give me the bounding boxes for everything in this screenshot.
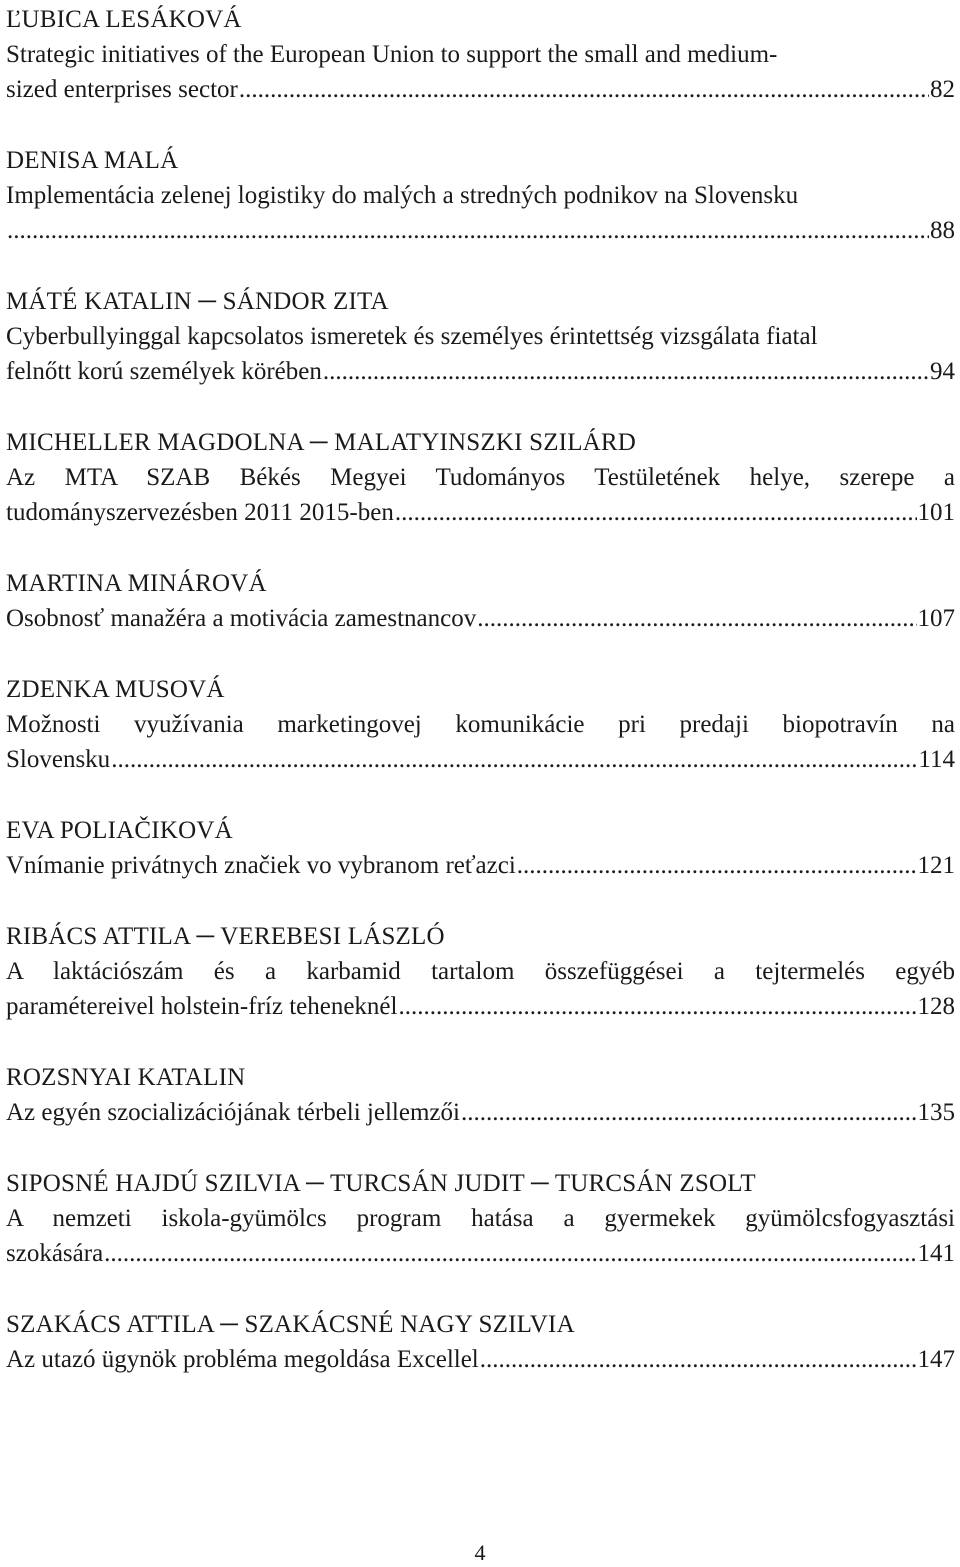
- toc-entry: [6, 919, 955, 1024]
- leader-dots: [395, 495, 917, 530]
- entry-leader-line: [6, 1236, 955, 1271]
- entry-author: ROZSNYAI KATALIN: [6, 1064, 246, 1091]
- toc-entry: [6, 1307, 955, 1377]
- entry-page-number: 107: [917, 605, 955, 632]
- toc-entry: [6, 284, 955, 389]
- entry-leader-line: [6, 1095, 955, 1130]
- page-number: 4: [474, 1540, 486, 1565]
- entry-author: SZAKÁCS ATTILA ─ SZAKÁCSNÉ NAGY SZILVIA: [6, 1311, 575, 1338]
- entry-leader-line: [6, 601, 955, 636]
- toc-entry: [6, 1166, 955, 1271]
- entry-page-number: 82: [930, 76, 955, 103]
- leader-dots: [104, 1236, 916, 1271]
- toc-entry: [6, 672, 955, 777]
- entry-page-number: 94: [930, 358, 955, 385]
- entry-author: MARTINA MINÁROVÁ: [6, 570, 267, 597]
- toc-entry: [6, 2, 955, 107]
- leader-dots: [398, 989, 916, 1024]
- leader-dots: [111, 742, 917, 777]
- entry-author: MÁTÉ KATALIN ─ SÁNDOR ZITA: [6, 288, 389, 315]
- entry-title-last-line: Az egyén szocializációjának térbeli jellemzői: [6, 1099, 460, 1126]
- leader-dots: [517, 848, 917, 883]
- entry-title-line: Az MTA SZAB Békés Megyei Tudományos Testületének helye, szerepe a: [6, 464, 955, 491]
- entry-author: EVA POLIAČIKOVÁ: [6, 817, 233, 844]
- entry-author: ZDENKA MUSOVÁ: [6, 676, 225, 703]
- leader-dots: [461, 1095, 917, 1130]
- entry-title-line: Strategic initiatives of the European Union to support the small and medium-: [6, 41, 778, 68]
- entry-title-last-line: Osobnosť manažéra a motivácia zamestnancov: [6, 605, 477, 632]
- entry-page-number: 114: [918, 746, 955, 773]
- entry-author: RIBÁCS ATTILA ─ VEREBESI LÁSZLÓ: [6, 923, 445, 950]
- entry-title-line: A nemzeti iskola-gyümölcs program hatása a gyermekek gyümölcsfogyasztási: [6, 1205, 955, 1232]
- entry-title-last-line: sized enterprises sector: [6, 76, 238, 103]
- entry-title-line: Implementácia zelenej logistiky do malých a stredných podnikov na Slovensku: [6, 182, 799, 209]
- toc-entry: [6, 566, 955, 636]
- entry-leader-line: [6, 495, 955, 530]
- entry-title-last-line: Az utazó ügynök probléma megoldása Excellel: [6, 1346, 479, 1373]
- toc-entry: [6, 813, 955, 883]
- entry-leader-line: [6, 1342, 955, 1377]
- entry-title-last-line: Vnímanie privátnych značiek vo vybranom reťazci: [6, 852, 516, 879]
- entry-title-last-line: tudományszervezésben 2011 2015-ben: [6, 499, 394, 526]
- entry-page-number: 128: [917, 993, 955, 1020]
- entry-title-line: Možnosti využívania marketingovej komunikácie pri predaji biopotravín na: [6, 711, 955, 738]
- entry-author: MICHELLER MAGDOLNA ─ MALATYINSZKI SZILÁRD: [6, 429, 637, 456]
- entry-leader-line: [6, 989, 955, 1024]
- leader-dots: [7, 213, 929, 248]
- entry-leader-line: [6, 72, 955, 107]
- entry-page-number: 135: [917, 1099, 955, 1126]
- entry-title-line: Cyberbullyinggal kapcsolatos ismeretek és személyes érintettség vizsgálata fiatal: [6, 323, 818, 350]
- toc-entry: [6, 143, 955, 248]
- entry-leader-line: [6, 354, 955, 389]
- entry-leader-line: [6, 213, 955, 248]
- leader-dots: [239, 72, 929, 107]
- entry-page-number: 121: [917, 852, 955, 879]
- leader-dots: [323, 354, 929, 389]
- entry-title-last-line: paramétereivel holstein-fríz teheneknél: [6, 993, 398, 1020]
- entry-title-last-line: szokására: [6, 1240, 104, 1267]
- entry-page-number: 101: [917, 499, 955, 526]
- entry-author: SIPOSNÉ HAJDÚ SZILVIA ─ TURCSÁN JUDIT ─ TURCSÁN ZSOLT: [6, 1170, 756, 1197]
- entry-author: ĽUBICA LESÁKOVÁ: [6, 6, 242, 33]
- entry-leader-line: [6, 742, 955, 777]
- toc-entry: [6, 1060, 955, 1130]
- entry-page-number: 147: [917, 1346, 955, 1373]
- entry-title-last-line: felnőtt korú személyek körében: [6, 358, 322, 385]
- leader-dots: [477, 601, 916, 636]
- entry-title-last-line: Slovensku: [6, 746, 111, 773]
- entry-title-line: A laktációszám és a karbamid tartalom összefüggései a tejtermelés egyéb: [6, 958, 955, 985]
- entry-author: DENISA MALÁ: [6, 147, 179, 174]
- leader-dots: [480, 1342, 917, 1377]
- toc-entry: [6, 425, 955, 530]
- entry-leader-line: [6, 848, 955, 883]
- entry-page-number: 141: [917, 1240, 955, 1267]
- entry-page-number: 88: [930, 217, 955, 244]
